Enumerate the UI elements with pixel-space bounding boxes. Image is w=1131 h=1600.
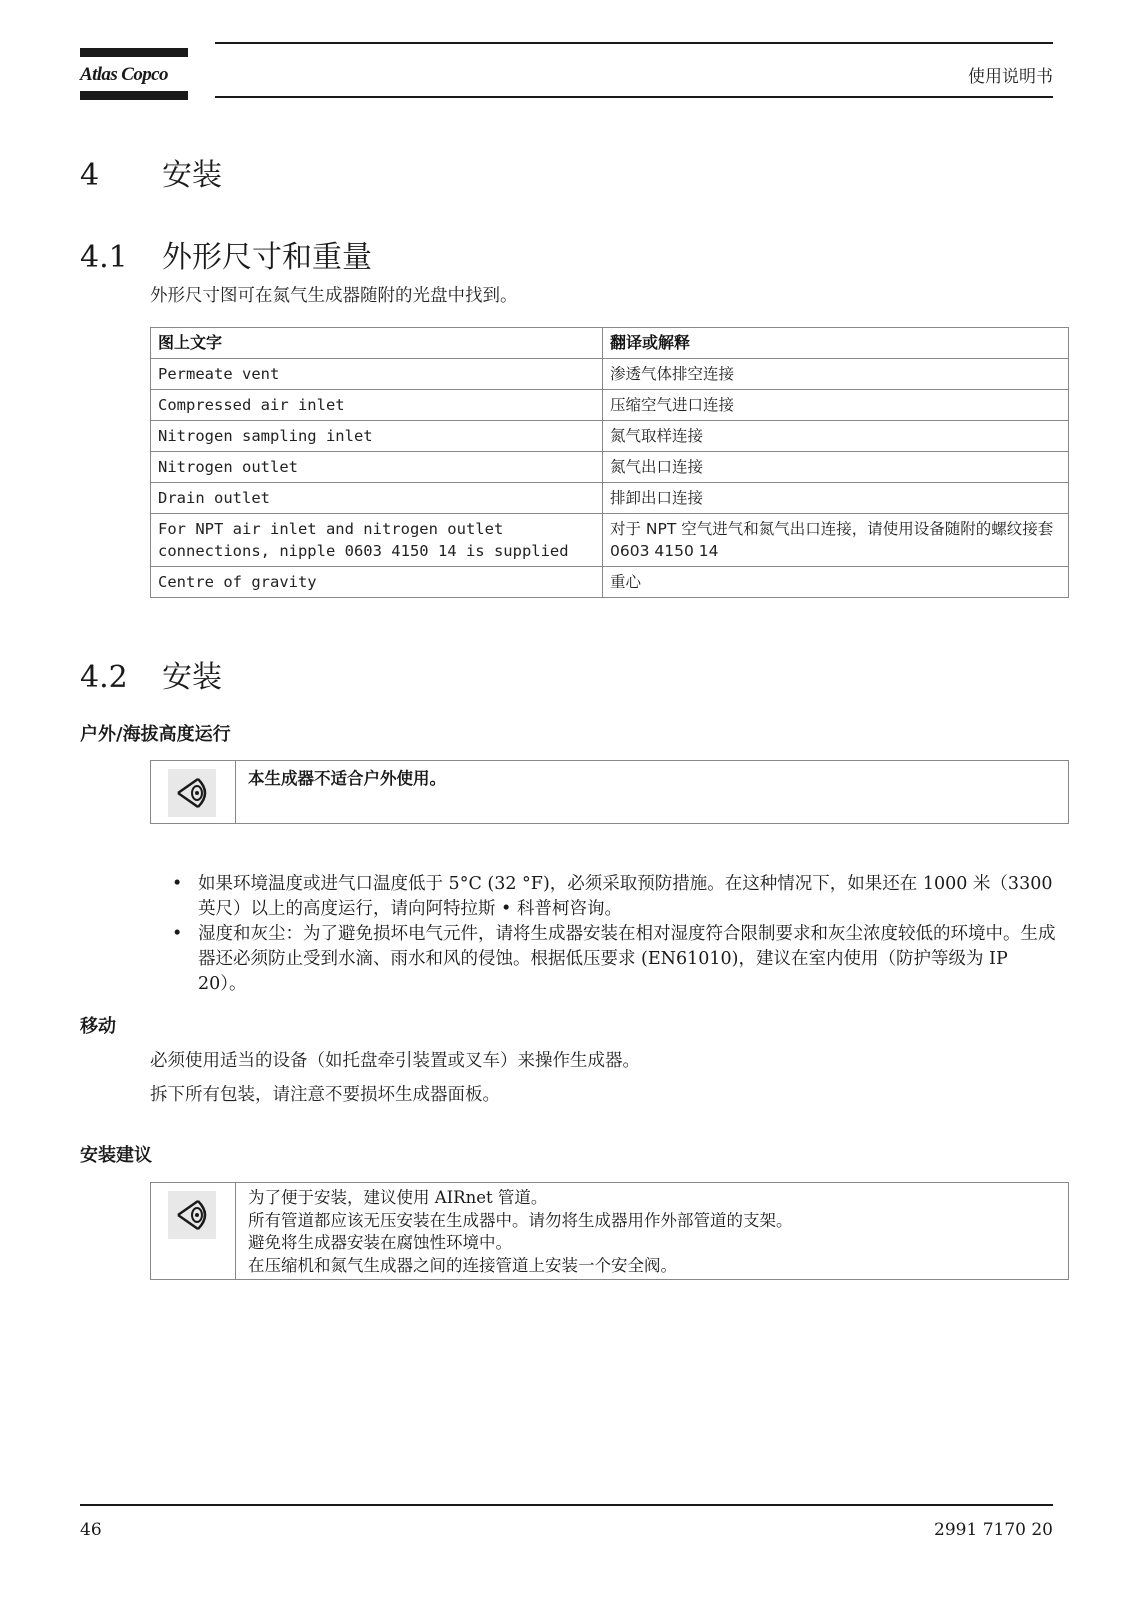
table-cell-chinese: 渗透气体排空连接 — [603, 359, 1069, 390]
table-cell-chinese: 氮气出口连接 — [603, 452, 1069, 483]
advice-note-box — [150, 1182, 1069, 1280]
installation-advice-heading: 安装建议 — [80, 1145, 152, 1166]
table-cell-english: For NPT air inlet and nitrogen outlet connections, nipple 0603 4150 14 is supplied — [151, 514, 603, 567]
advice-note-text — [248, 1187, 1060, 1277]
section-4-2-heading — [80, 652, 222, 696]
table-header-row — [151, 328, 1069, 359]
table-cell-chinese: 重心 — [603, 567, 1069, 598]
outdoor-altitude-heading: 户外/海拔高度运行 — [80, 724, 231, 745]
logo-wordmark: Atlas Copco — [80, 64, 168, 85]
document-number: 2991 7170 20 — [934, 1520, 1053, 1540]
bullet-text: 如果环境温度或进气口温度低于 5°C (32 °F)，必须采取预防措施。在这种情况下，如果还在 1000 米（3300 英尺）以上的高度运行，请向阿特拉斯 • 科普柯咨询。 — [198, 874, 1053, 919]
table-cell-chinese: 对于 NPT 空气进气和氮气出口连接，请使用设备随附的螺纹接套 0603 4150 14 — [603, 514, 1069, 567]
table-row — [151, 359, 1069, 390]
moving-heading: 移动 — [80, 1016, 116, 1037]
table-cell-chinese: 氮气取样连接 — [603, 421, 1069, 452]
moving-paragraph-1: 必须使用适当的设备（如托盘牵引装置或叉车）来操作生成器。 — [150, 1051, 640, 1071]
note-icon-cell — [151, 761, 236, 823]
section-title: 安装 — [162, 660, 222, 695]
table-row — [151, 514, 1069, 567]
section-number: 4.2 — [80, 660, 128, 695]
chapter-title: 安装 — [162, 158, 222, 193]
page-number: 46 — [80, 1520, 102, 1540]
table-row — [151, 483, 1069, 514]
table-row — [151, 421, 1069, 452]
outdoor-note-text: 本生成器不适合户外使用。 — [248, 769, 446, 788]
table-cell-english: Drain outlet — [151, 483, 603, 514]
chapter-number: 4 — [80, 158, 100, 193]
table-cell-english: Nitrogen sampling inlet — [151, 421, 603, 452]
header-rule-bottom — [215, 96, 1053, 98]
table-cell-chinese: 排卸出口连接 — [603, 483, 1069, 514]
header-rule-top — [215, 42, 1053, 44]
table-cell-english: Compressed air inlet — [151, 390, 603, 421]
moving-paragraph-2: 拆下所有包装，请注意不要损坏生成器面板。 — [150, 1085, 500, 1105]
list-item: • 如果环境温度或进气口温度低于 5°C (32 °F)，必须采取预防措施。在这种情况下，如果还在 1000 米（3300 英尺）以上的高度运行，请向阿特拉斯 • 科普柯咨询。 — [172, 874, 1053, 919]
advice-line: 避免将生成器安装在腐蚀性环境中。 — [248, 1233, 512, 1252]
table-row — [151, 567, 1069, 598]
advice-line: 在压缩机和氮气生成器之间的连接管道上安装一个安全阀。 — [248, 1255, 677, 1275]
table-header-drawing-text: 图上文字 — [151, 328, 603, 359]
advice-line: 为了便于安装，建议使用 AIRnet 管道。 — [248, 1188, 548, 1207]
eye-warning-icon — [168, 1191, 216, 1239]
section-title: 外形尺寸和重量 — [162, 240, 372, 275]
atlas-copco-logo — [80, 48, 188, 100]
table-cell-english: Permeate vent — [151, 359, 603, 390]
document-type: 使用说明书 — [968, 67, 1053, 87]
eye-warning-icon — [168, 769, 216, 817]
footer-rule — [80, 1504, 1053, 1506]
chapter-heading — [80, 150, 222, 194]
table-cell-english: Centre of gravity — [151, 567, 603, 598]
table-row — [151, 452, 1069, 483]
bullet-text: 湿度和灰尘：为了避免损坏电气元件，请将生成器安装在相对湿度符合限制要求和灰尘浓度较低的环境中。生成器还必须防止受到水滴、雨水和风的侵蚀。根据低压要求 (EN61010)，建议在室内使用（防护等级为 IP 20）。 — [198, 924, 1056, 994]
advice-line: 所有管道都应该无压安装在生成器中。请勿将生成器用作外部管道的支架。 — [248, 1210, 793, 1230]
table-row — [151, 390, 1069, 421]
table-header-translation: 翻译或解释 — [603, 328, 1069, 359]
section-number: 4.1 — [80, 240, 128, 275]
note-icon-cell — [151, 1183, 236, 1279]
outdoor-note-box — [150, 760, 1069, 824]
table-cell-english: Nitrogen outlet — [151, 452, 603, 483]
table-cell-chinese: 压缩空气进口连接 — [603, 390, 1069, 421]
section-4-1-heading — [80, 232, 372, 276]
list-item: • 湿度和灰尘：为了避免损坏电气元件，请将生成器安装在相对湿度符合限制要求和灰尘浓度较低的环境中。生成器还必须防止受到水滴、雨水和风的侵蚀。根据低压要求 (EN61010)，建议在室内使用（防护等级为 IP 20）。 — [172, 924, 1056, 994]
dimensions-intro: 外形尺寸图可在氮气生成器随附的光盘中找到。 — [150, 286, 518, 306]
outdoor-bullet-list — [172, 872, 1057, 997]
drawing-text-table — [150, 327, 1069, 598]
